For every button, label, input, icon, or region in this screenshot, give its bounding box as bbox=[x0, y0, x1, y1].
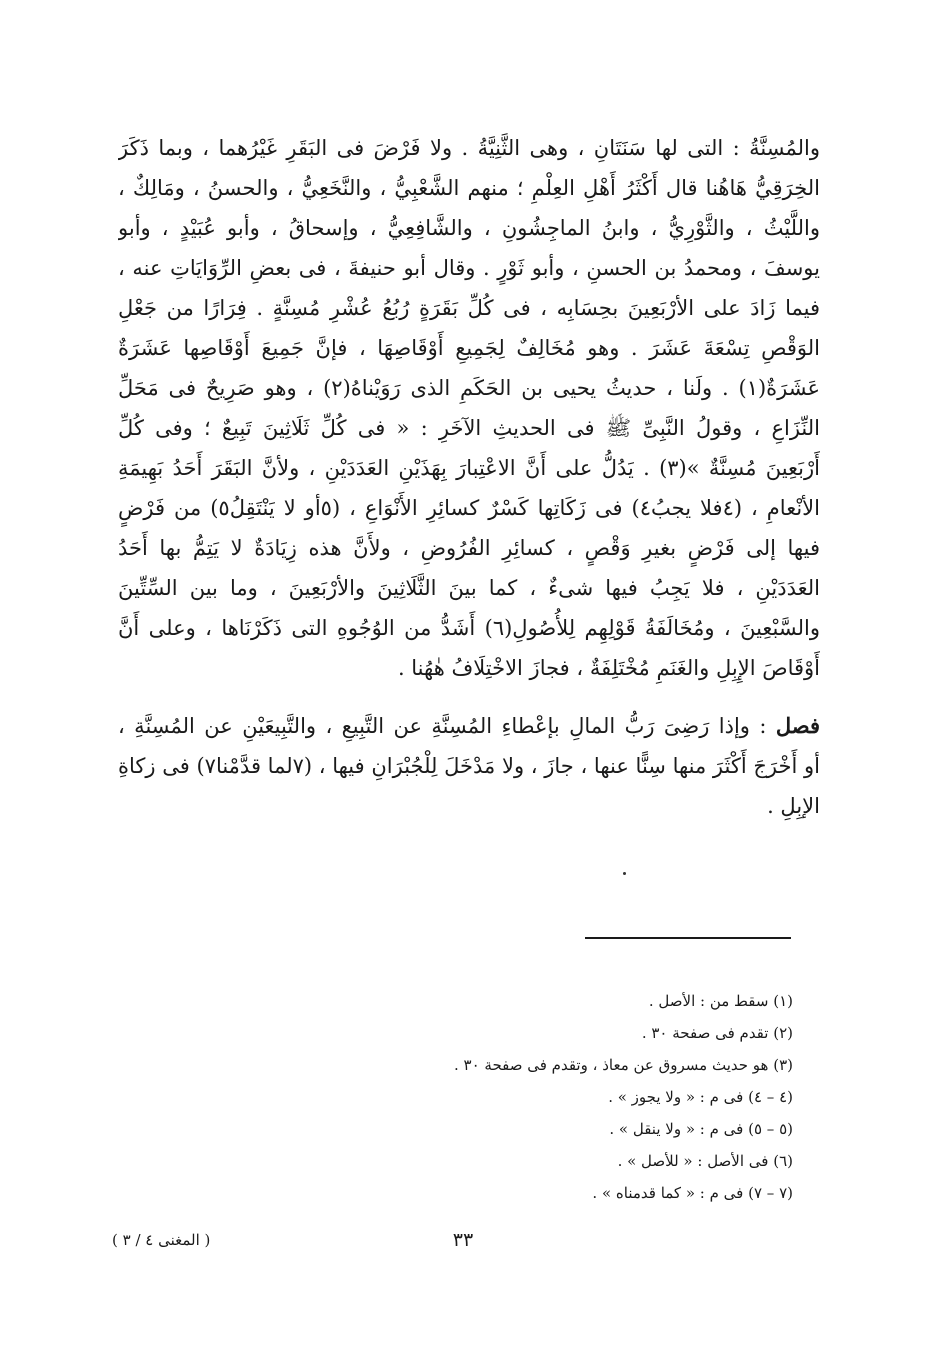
text-line: والسَّبْعِينَ ، ومُخَالَفَةُ قَوْلِهِم لِلأُصُولِ(٦) أَشَدُّ من الوُجُوهِ التى ذَكَرْنَاها ، وعلى أَنَّ bbox=[118, 616, 820, 640]
footnote: (٧ – ٧) فى م : « كما قدمناه » . bbox=[592, 1184, 793, 1202]
text-line: العَدَدَيْنِ ، فلا يَجِبُ فيها شىءٌ ، كما بينَ الثَّلَاثِينَ والأرْبَعِينَ ، وما بين السِّتِّينَ bbox=[118, 576, 820, 600]
text-line: الأنْعامِ ، (٤فلا يجبُ٤) فى زَكَاتِها كَسْرٌ كسائِرِ الأَنْوَاعِ ، (٥أو لا يَنْتَقِلُ٥) من فَرْضٍ bbox=[118, 496, 820, 520]
text-line: الخِرَقِيُّ هَاهُنا قال أَكْثَرُ أَهْلِ العِلْمِ ؛ منهم الشَّعْبِيُّ ، والنَّخَعِيُّ ، والحسنُ ، ومَالِكٌ ، bbox=[118, 176, 820, 200]
paragraph-gap bbox=[118, 688, 820, 706]
text-line: فيها إلى فَرْضٍ بغيرِ وَقْصٍ ، كسائِرِ الفُرُوضِ ، ولأَنَّ هذه زِيَادَةٌ لا يَتِمُّ بها أَحَدُ bbox=[118, 536, 820, 560]
speck-mark bbox=[623, 872, 626, 875]
text-line: الوَقْصِ تِسْعَةَ عَشَرَ . وهو مُخَالِفٌ لِجَمِيعِ أَوْقَاصِهَا ، فإنَّ جَمِيعَ أَوْقَاصِها عَشَرَةٌ bbox=[118, 336, 820, 360]
main-text-block bbox=[118, 128, 820, 826]
text-line: يوسفَ ، ومحمدُ بن الحسنِ ، وأبو ثَوْرٍ . وقال أبو حنيفةَ ، فى بعضِ الرِّوَايَاتِ عنه ، bbox=[118, 256, 820, 280]
text-line: الإبِلِ . bbox=[767, 794, 820, 818]
text-line: أَوْقَاصَ الإِبِلِ والغَنَمِ مُخْتَلِفَةٌ ، فجازَ الاخْتِلَافُ هٰهُنا . bbox=[397, 656, 820, 680]
text-line: واللَّيْثُ ، والثَّوْرِيُّ ، وابنُ الماجِشُونِ ، والشَّافِعِيُّ ، وإسحاقُ ، وأبو عُبَيْدٍ ، وأبو bbox=[118, 216, 820, 240]
text-line: أَرْبَعِينَ مُسِنَّةٌ »(٣) . يَدُلُّ على أَنَّ الاعْتِبارَ بِهَذَيْنِ العَدَدَيْنِ ، ولأنَّ البَقَرَ أَحَدُ بَهِيمَةِ bbox=[118, 456, 820, 480]
text-line: النِّزَاعِ ، وقولُ النَّبِىِّ ﷺ فى الحديثِ الآخَرِ : « فى كُلِّ ثَلَاثِينَ تَبِيعٌ ؛ وفى كُلِّ bbox=[118, 416, 820, 440]
text-line: فيما زَادَ على الأرْبَعِينَ بحِسَابِه ، فى كُلِّ بَقَرَةٍ رُبُعُ عُشْرِ مُسِنَّةٍ . فِرَارًا من جَعْلِ bbox=[118, 296, 820, 320]
footnote: (١) سقط من : الأصل . bbox=[648, 992, 793, 1010]
footnote: (٣) هو حديث مسروق عن معاذ ، وتقدم فى صفحة ٣٠ . bbox=[453, 1056, 793, 1074]
footnote-separator bbox=[585, 937, 791, 939]
volume-reference: ( المغنى ٤ / ٣ ) bbox=[112, 1231, 211, 1249]
text-line: أو أَخْرَجَ أَكْثَرَ منها سِنًّا عنها ، جازَ ، ولا مَدْخَلَ لِلْجُبْرَانِ فيها ، (٧لما قدَّمْنا٧) فى زكاةِ bbox=[118, 754, 820, 778]
footnote: (٥ – ٥) فى م : « ولا ينقل » . bbox=[609, 1120, 793, 1138]
text-line: عَشَرَةٌ(١) . ولَنا ، حديثُ يحيى بن الحَكَمِ الذى رَوَيْناهُ(٢) ، وهو صَرِيحٌ فى مَحَلِّ bbox=[118, 376, 820, 400]
page-number: ٣٣ bbox=[452, 1229, 474, 1251]
section-lead-word: فصل bbox=[775, 713, 820, 738]
footnote: (٤ – ٤) فى م : « ولا يجوز » . bbox=[608, 1088, 793, 1106]
footnote: (٢) تقدم فى صفحة ٣٠ . bbox=[641, 1024, 793, 1042]
section-line-text: : وإذا رَضِىَ رَبُّ المالِ بإعْطاءِ المُسِنَّةِ عن التَّبِيعِ ، والتَّبِيعَيْنِ عن المُسِنَّةِ ، bbox=[118, 714, 776, 738]
text-line: والمُسِنَّةُ : التى لها سَنَتَانِ ، وهى الثَّنِيَّةُ . ولا فَرْضَ فى البَقَرِ غَيْرُهما ، وبما ذَكَرَ bbox=[118, 136, 820, 160]
footnotes bbox=[233, 985, 793, 1209]
section-first-line bbox=[118, 706, 820, 746]
footnote: (٦) فى الأصل : « للأصل » . bbox=[617, 1152, 793, 1170]
